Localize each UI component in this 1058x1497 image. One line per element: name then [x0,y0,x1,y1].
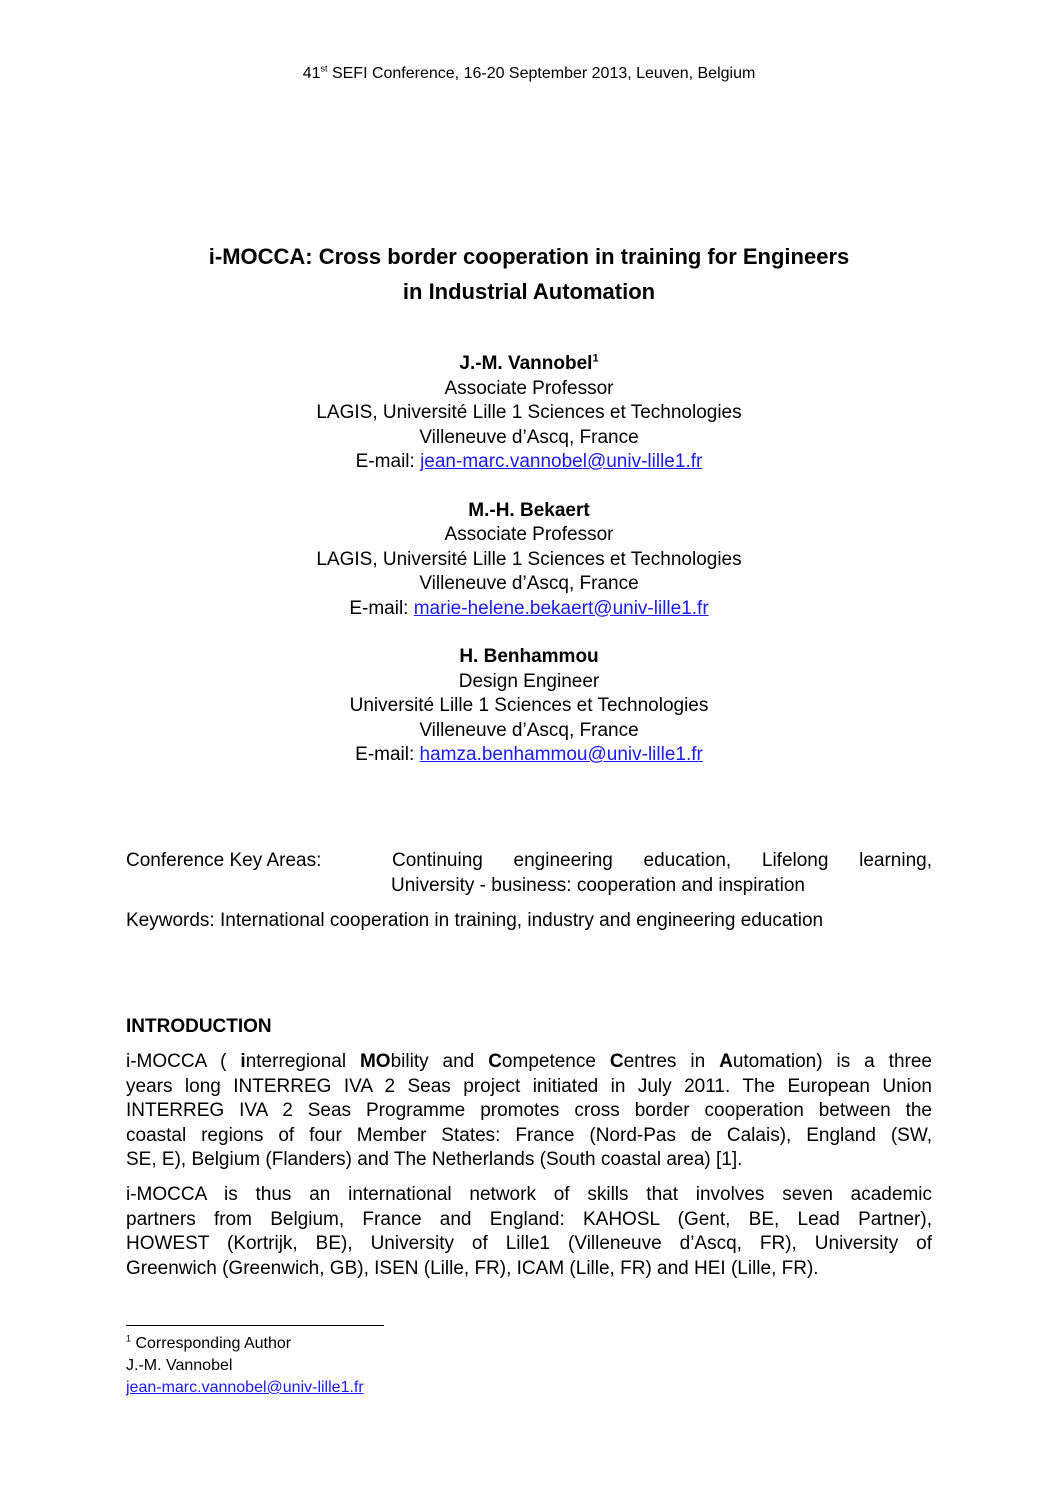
paragraph-line: i-MOCCA is thus an international network of skills that involves seven academic [126,1184,932,1205]
author-affiliation: LAGIS, Université Lille 1 Sciences et Technologies [316,402,742,423]
author-position: Design Engineer [458,670,600,692]
paragraph-line: HOWEST (Kortrijk, BE), University of Lille1 (Villeneuve d’Ascq, FR), University of [126,1233,932,1254]
paragraph-line: Greenwich (Greenwich, GB), ISEN (Lille, FR), ICAM (Lille, FR) and HEI (Lille, FR). [126,1257,819,1279]
author-list [100,352,958,792]
author-position: Associate Professor [444,377,614,399]
author-email-link[interactable]: jean-marc.vannobel@univ-lille1.fr [420,451,703,472]
author-email-link[interactable]: hamza.benhammou@univ-lille1.fr [419,744,703,765]
title-line-2: in Industrial Automation [402,279,656,304]
author-name: H. Benhammou [459,646,599,667]
author-block [100,499,958,622]
introduction-paragraph-2 [126,1183,932,1281]
author-footnote-mark: 1 [592,352,599,365]
author-position: Associate Professor [444,524,614,545]
footnote-email-line [126,1377,726,1399]
author-email-link[interactable]: marie-helene.bekaert@univ-lille1.fr [413,597,709,619]
section-heading-introduction: INTRODUCTION [126,1016,272,1037]
email-label: E-mail: [355,451,421,472]
footnote-email-link[interactable]: jean-marc.vannobel@univ-lille1.fr [126,1379,364,1396]
conference-key-areas [126,848,932,898]
author-email-line [100,597,958,622]
author-block [100,352,958,475]
author-affiliation: Université Lille 1 Sciences et Technologies [349,695,709,716]
author-email-line [100,743,958,768]
author-block [100,645,958,768]
title-line-1: i-MOCCA: Cross border cooperation in training for Engineers [208,244,850,269]
paragraph-line: INTERREG IVA 2 Seas Programme promotes cross border cooperation between the [126,1100,932,1121]
introduction-paragraph-1 [126,1050,932,1173]
footnote-divider [126,1325,384,1326]
header-text: SEFI Conference, 16-20 September 2013, Leuven, Belgium [327,65,756,82]
keywords-text: International cooperation in training, industry and engineering education [219,910,824,931]
key-areas-label: Conference Key Areas: [126,850,322,871]
email-label: E-mail: [349,597,414,619]
email-label: E-mail: [355,744,420,765]
footnote-text: Corresponding Author [131,1335,292,1352]
header-ordinal-number: 41 [302,65,321,82]
paper-title [100,239,958,309]
author-location: Villeneuve d’Ascq, France [419,426,639,448]
paragraph-line: years long INTERREG IVA 2 Seas project initiated in July 2011. The European Union [126,1075,932,1097]
paragraph-line: i-MOCCA ( interregional MObility and Competence Centres in Automation) is a three [126,1051,932,1072]
key-areas-line-2: University - business: cooperation and inspiration [391,875,805,896]
footnote-line [126,1333,726,1355]
keywords [126,908,932,933]
author-name [100,352,958,377]
footnote-author-name: J.-M. Vannobel [126,1357,233,1374]
paragraph-line: coastal regions of four Member States: France (Nord-Pas de Calais), England (SW, [126,1124,932,1146]
paragraph-line: SE, E), Belgium (Flanders) and The Netherlands (South coastal area) [1]. [126,1149,743,1170]
author-email-line [100,450,958,475]
footnote-mark: 1 [126,1333,132,1344]
author-name-text: J.-M. Vannobel [459,353,593,374]
author-affiliation: LAGIS, Université Lille 1 Sciences et Technologies [316,548,742,570]
author-location: Villeneuve d’Ascq, France [419,573,639,594]
footnote [126,1333,726,1399]
paragraph-line: partners from Belgium, France and England: KAHOSL (Gent, BE, Lead Partner), [126,1208,932,1230]
running-header [0,63,1058,85]
key-areas-line-1: Continuing engineering education, Lifelong learning, [392,850,932,871]
keywords-label: Keywords: [126,910,220,931]
author-location: Villeneuve d’Ascq, France [419,719,639,741]
author-name: M.-H. Bekaert [468,499,590,521]
header-ordinal-suffix: st [320,63,328,74]
